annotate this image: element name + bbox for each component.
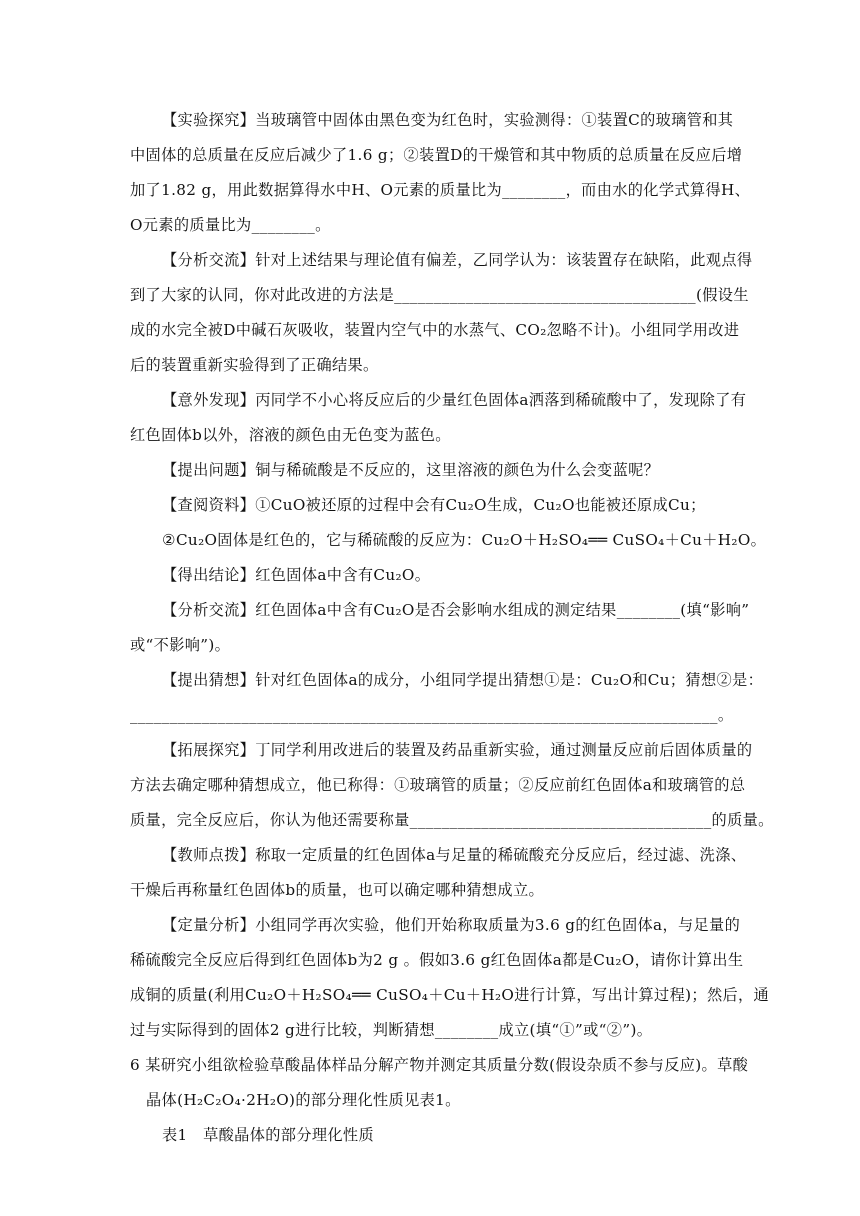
text-line: 【得出结论】红色固体a中含有Cu₂O。 [162,566,431,584]
text-line: 【提出问题】铜与稀硫酸是不反应的，这里溶液的颜色为什么会变蓝呢？ [162,461,660,479]
text-line: 【分析交流】针对上述结果与理论值有偏差，乙同学认为：该装置存在缺陷，此观点得 [162,251,753,269]
text-line: O元素的质量比为________。 [130,216,331,234]
text-line: 【实验探究】当玻璃管中固体由黑色变为红色时，实验测得：①装置C的玻璃管和其 [162,111,734,129]
text-line: 后的装置重新实验得到了正确结果。 [130,356,379,374]
text-line: 【定量分析】小组同学再次实验，他们开始称取质量为3.6 g的红色固体a，与足量的 [162,916,741,934]
text-line: 质量，完全反应后，你认为他还需要称量______________________________________的质量。 [130,811,774,829]
text-line: 过与实际得到的固体2 g进行比较，判断猜想________成立(填“①”或“②”)。 [130,1021,653,1039]
text-line: 【拓展探究】丁同学利用改进后的装置及药品重新实验，通过测量反应前后固体质量的 [162,741,753,759]
text-line: 中固体的总质量在反应后减少了1.6 g；②装置D的干燥管和其中物质的总质量在反应后增 [130,146,743,164]
text-line: 红色固体b以外，溶液的颜色由无色变为蓝色。 [130,426,451,444]
text-line: 或“不影响”)。 [130,636,231,654]
text-line: 【提出猜想】针对红色固体a的成分，小组同学提出猜想①是：Cu₂O和Cu；猜想②是： [162,671,764,689]
text-line: 【查阅资料】①CuO被还原的过程中会有Cu₂O生成，Cu₂O也能被还原成Cu； [162,496,706,514]
text-line: 晶体(H₂C₂O₄·2H₂O)的部分理化性质见表1。 [146,1091,461,1109]
text-line: 干燥后再称量红色固体b的质量，也可以确定哪种猜想成立。 [130,881,545,899]
table-caption: 表1 草酸晶体的部分理化性质 [162,1126,375,1144]
text-line: __________________________________________________________________________。 [130,706,734,724]
text-line: 【意外发现】丙同学不小心将反应后的少量红色固体a洒落到稀硫酸中了，发现除了有 [162,391,747,409]
text-line: ②Cu₂O固体是红色的，它与稀硫酸的反应为：Cu₂O＋H₂SO₄══ CuSO₄＋Cu＋H₂O。 [162,531,767,549]
text-line: 成的水完全被D中碱石灰吸收，装置内空气中的水蒸气、CO₂忽略不计)。小组同学用改进 [130,321,740,339]
question-heading: 6 某研究小组欲检验草酸晶体样品分解产物并测定其质量分数(假设杂质不参与反应)。草酸 [130,1056,749,1074]
text-line: 【教师点拨】称取一定质量的红色固体a与足量的稀硫酸充分反应后，经过滤、洗涤、 [162,846,747,864]
text-line: 方法去确定哪种猜想成立，他已称得：①玻璃管的质量；②反应前红色固体a和玻璃管的总 [130,776,746,794]
text-line: 到了大家的认同，你对此改进的方法是______________________________________(假设生 [130,286,749,304]
text-line: 【分析交流】红色固体a中含有Cu₂O是否会影响水组成的测定结果________(填“影响” [162,601,750,619]
text-line: 成铜的质量(利用Cu₂O＋H₂SO₄══ CuSO₄＋Cu＋H₂O进行计算，写出计算过程)；然后，通 [130,986,770,1004]
text-line: 加了1.82 g，用此数据算得水中H、O元素的质量比为________，而由水的化学式算得H、 [130,181,751,199]
text-line: 稀硫酸完全反应后得到红色固体b为2 g 。假如3.6 g红色固体a都是Cu₂O，请你计算出生 [130,951,744,969]
